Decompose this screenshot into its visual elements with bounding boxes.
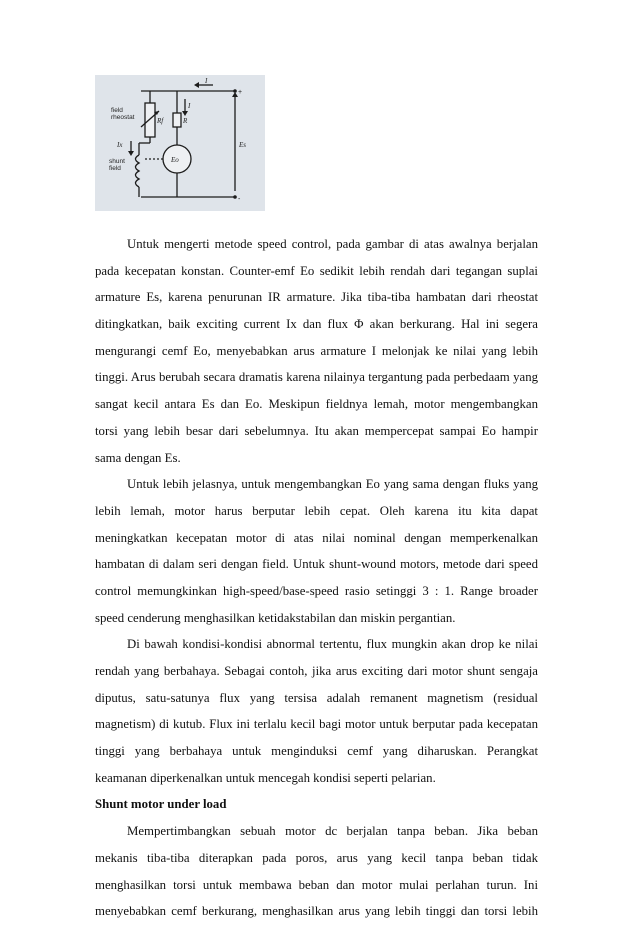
label-field-rheostat-1: field [111, 107, 123, 114]
text-line: menyebabkan cemf berkurang, menghasilkan arus yang lebih tinggi dan torsi lebih [95, 904, 538, 919]
label-r: R [183, 117, 188, 125]
label-armature-current: I [188, 102, 191, 110]
label-plus: + [238, 89, 243, 96]
text-line: keamanan diperkenalkan untuk mencegah kondisi seperti pelarian. [95, 770, 436, 785]
body-text [95, 231, 538, 925]
label-es: Es [239, 141, 246, 149]
text-line: torsi yang lebih besar dari sebelumnya. Itu akan mempercepat sampai Eo hampir [95, 423, 538, 438]
text-line: tinggi yang berbahaya untuk menginduksi cemf yang diharuskan. Perangkat [95, 744, 538, 759]
text-line: control memungkinkan high-speed/base-speed rasio setinggi 3 : 1. Range broader [95, 583, 538, 598]
label-field-rheostat-2: rheostat [111, 114, 135, 121]
label-shunt-field-1: shunt [109, 158, 125, 165]
section-heading: Shunt motor under load [95, 797, 227, 812]
text-line: Di bawah kondisi-kondisi abnormal tertentu, flux mungkin akan drop ke nilai [127, 637, 538, 652]
text-line: menghasilkan torsi untuk membawa beban dan motor mulai perlahan turun. Ini [95, 877, 538, 892]
label-line-current: I [205, 77, 208, 85]
text-line: mekanis tiba-tiba diterapkan pada poros, arus yang kecil tanpa beban tidak [95, 850, 538, 865]
armature-resistance [173, 113, 181, 127]
label-ix: Ix [117, 141, 123, 149]
label-eo: Eo [171, 156, 179, 164]
text-line: Untuk mengerti metode speed control, pada gambar di atas awalnya berjalan [127, 237, 538, 251]
text-line: Untuk lebih jelasnya, untuk mengembangkan Eo yang sama dengan fluks yang [127, 477, 538, 492]
text-line: speed cenderung menghasilkan ketidakstabilan dan miskin pergantian. [95, 610, 456, 625]
text-line: armature Es, karena penurunan IR armature. Jika tiba-tiba hambatan dari rheostat [95, 290, 538, 305]
text-line: sangat kecil antara Es dan Eo. Meskipun fieldnya lemah, motor mengembangkan [95, 397, 538, 412]
text-line: mengurangi cemf Eo, menyebabkan arus armature I melonjak ke nilai yang lebih [95, 343, 538, 358]
text-line: sama dengan Es. [95, 450, 181, 465]
text-line: hambatan di dalam seri dengan field. Untuk shunt-wound motors, metode dari speed [95, 557, 538, 572]
label-rf: Rf [157, 117, 164, 125]
label-minus: - [238, 196, 241, 203]
field-rheostat-resistor [145, 103, 155, 137]
text-line: magnetism) di kutub. Flux ini terlalu kecil bagi motor untuk berputar pada kecepatan [95, 717, 538, 732]
text-line: ditingkatkan, baik exciting current Ix dan flux Φ akan berkurang. Hal ini segera [95, 317, 538, 332]
circuit-svg [95, 75, 265, 211]
negative-terminal [233, 195, 237, 199]
label-shunt-field-2: field [109, 165, 121, 172]
text-line: tinggi. Arus berubah secara dramatis karena nilainya tergantung pada perbedaam yang [95, 370, 538, 385]
text-line: lebih lemah, motor harus berputar lebih cepat. Oleh karena itu kita dapat [95, 503, 538, 518]
text-line: diputus, satu-satunya flux yang tersisa adalah remanent magnetism (residual [95, 690, 538, 705]
text-line: pada kecepatan konstan. Counter-emf Eo sedikit lebih rendah dari tegangan suplai [95, 263, 538, 278]
text-line: rendah yang berbahaya. Sebagai contoh, jika arus exciting dari motor shunt sengaja [95, 664, 538, 678]
text-line: Mempertimbangkan sebuah motor dc berjalan tanpa beban. Jika beban [127, 824, 538, 839]
shunt-motor-circuit-diagram [95, 75, 265, 211]
text-line: meningkatkan kecepatan motor di atas nilai nominal dengan memperkenalkan [95, 530, 538, 545]
